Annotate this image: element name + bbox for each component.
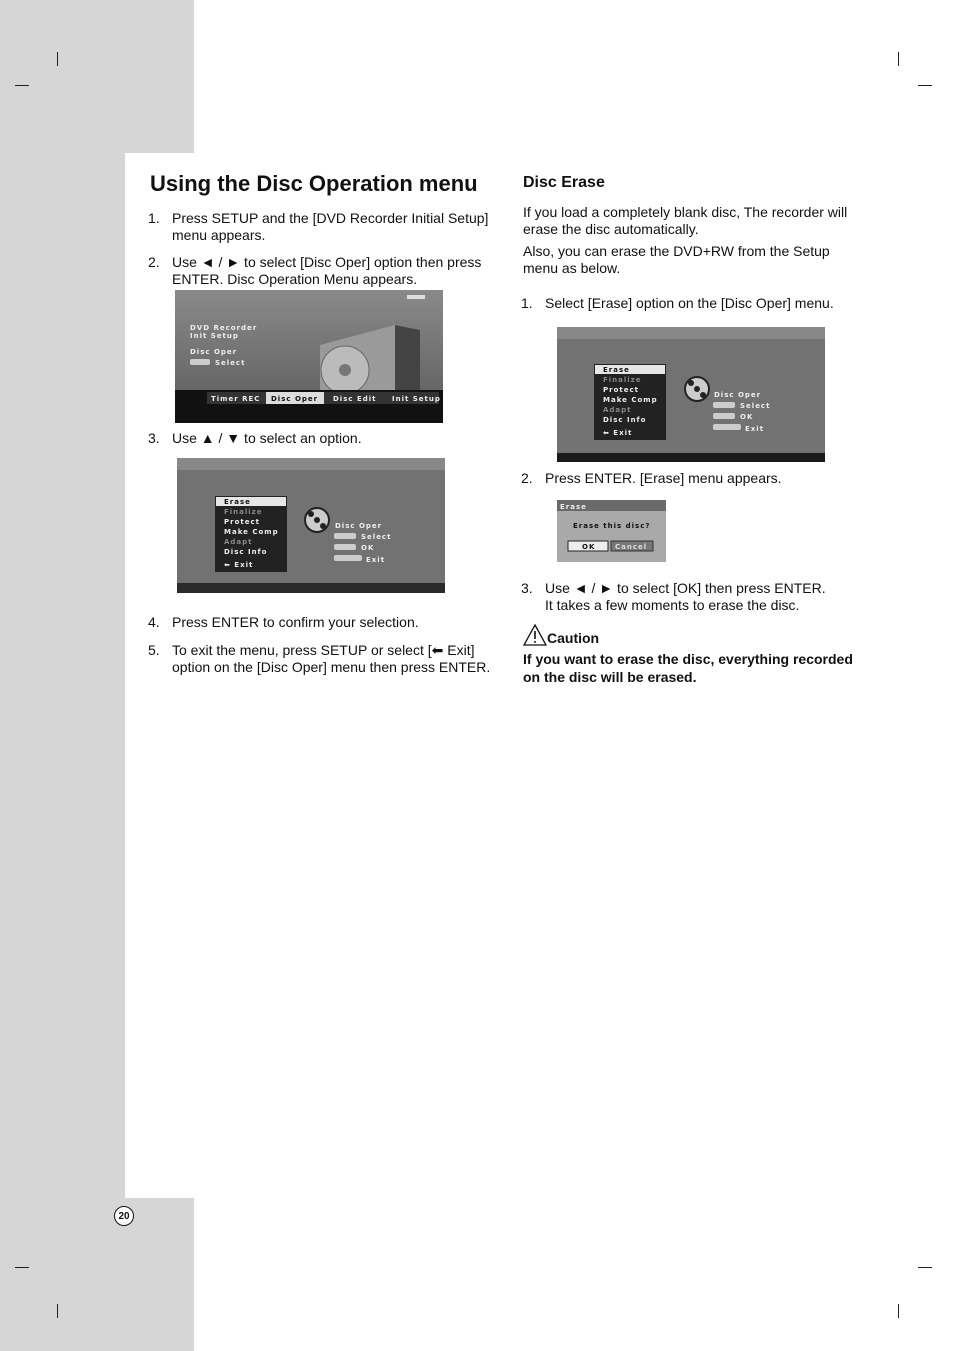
menu-item-adapt[interactable]: Adapt	[603, 406, 632, 414]
hint-ok: OK	[740, 413, 754, 421]
menu-item-make-comp[interactable]: Make Comp	[603, 396, 658, 404]
crop-mark	[918, 85, 932, 86]
crop-mark	[918, 1267, 932, 1268]
tab-disc-edit[interactable]: Disc Edit	[333, 395, 377, 403]
caution-label: Caution	[547, 630, 600, 646]
disc-icon	[685, 377, 709, 401]
menu-item-finalize[interactable]: Finalize	[224, 508, 263, 516]
menu-item-protect[interactable]: Protect	[603, 386, 639, 394]
menu-list	[215, 496, 287, 572]
crop-mark	[15, 85, 29, 86]
screenshot-disc-oper-right	[557, 327, 825, 462]
step-4: 4. Press ENTER to confirm your selection.	[148, 614, 419, 630]
ok-button[interactable]: OK	[582, 543, 596, 551]
page-number: 20	[114, 1206, 134, 1226]
crop-mark	[57, 1304, 58, 1318]
menu-item-make-comp[interactable]: Make Comp	[224, 528, 279, 536]
hint-select: Select	[361, 533, 392, 541]
init-line2: Init Setup	[190, 332, 239, 340]
erase-step-3: 3. Use ◄ / ► to select [OK] then press ENTER. It takes a few moments to erase the disc.	[521, 580, 826, 613]
cancel-button[interactable]: Cancel	[615, 543, 648, 551]
margin-band-top	[0, 0, 194, 153]
hint-ok: OK	[361, 544, 375, 552]
crop-mark	[898, 1304, 899, 1318]
menu-list	[594, 364, 666, 440]
step-5: 5. To exit the menu, press SETUP or select [⬅ Exit] option on the [Disc Oper] menu then press ENTER.	[148, 642, 491, 675]
erase-step-1: 1. Select [Erase] option on the [Disc Oper] menu.	[521, 295, 834, 311]
disc-oper-title: Disc Oper	[714, 391, 762, 399]
caution-box	[523, 624, 873, 686]
erase-dialog	[557, 500, 666, 562]
step-1: 1. Press SETUP and the [DVD Recorder Initial Setup] menu appears.	[148, 210, 489, 243]
step-3: 3. Use ▲ / ▼ to select an option.	[148, 430, 362, 446]
tab-init-setup[interactable]: Init Setup	[392, 395, 441, 403]
select-key-icon	[190, 359, 210, 365]
init-select: Select	[215, 359, 246, 367]
menu-item-adapt[interactable]: Adapt	[224, 538, 253, 546]
menu-item-exit[interactable]: ⬅ Exit	[224, 561, 254, 569]
menu-item-erase[interactable]: Erase	[603, 366, 630, 374]
intro-paragraph-2: Also, you can erase the DVD+RW from the Setup menu as below.	[523, 243, 830, 276]
margin-band-bottom	[0, 1198, 194, 1351]
menu-item-disc-info[interactable]: Disc Info	[224, 548, 268, 556]
crop-mark	[898, 52, 899, 66]
section-heading: Disc Erase	[523, 174, 605, 191]
disc-oper-title: Disc Oper	[335, 522, 383, 530]
dialog-title: Erase	[560, 503, 587, 511]
crop-mark	[57, 52, 58, 66]
erase-step-2: 2. Press ENTER. [Erase] menu appears.	[521, 470, 782, 486]
tab-disc-oper[interactable]: Disc Oper	[271, 395, 319, 403]
warning-icon	[523, 624, 547, 646]
page-title: Using the Disc Operation menu	[150, 171, 478, 196]
intro-paragraph-1: If you load a completely blank disc, The recorder will erase the disc automatically.	[523, 204, 848, 237]
menu-item-erase[interactable]: Erase	[224, 498, 251, 506]
menu-item-finalize[interactable]: Finalize	[603, 376, 642, 384]
caution-text: If you want to erase the disc, everything recorded on the disc will be erased.	[523, 651, 853, 685]
screenshot-disc-oper-left	[177, 458, 445, 593]
init-line1: DVD Recorder	[190, 324, 258, 332]
hint-select: Select	[740, 402, 771, 410]
tab-timer-rec[interactable]: Timer REC	[211, 395, 261, 403]
dialog-question: Erase this disc?	[573, 522, 651, 530]
crop-mark	[15, 1267, 29, 1268]
screenshot-init-setup	[175, 290, 443, 423]
hint-exit: Exit	[745, 425, 765, 433]
margin-band-left	[0, 153, 125, 1198]
hint-exit: Exit	[366, 556, 386, 564]
menu-item-exit[interactable]: ⬅ Exit	[603, 429, 633, 437]
step-2: 2. Use ◄ / ► to select [Disc Oper] option then press ENTER. Disc Operation Menu appears.	[148, 254, 482, 287]
disc-icon	[305, 508, 329, 532]
init-label: Disc Oper	[190, 348, 238, 356]
menu-item-protect[interactable]: Protect	[224, 518, 260, 526]
menu-item-disc-info[interactable]: Disc Info	[603, 416, 647, 424]
